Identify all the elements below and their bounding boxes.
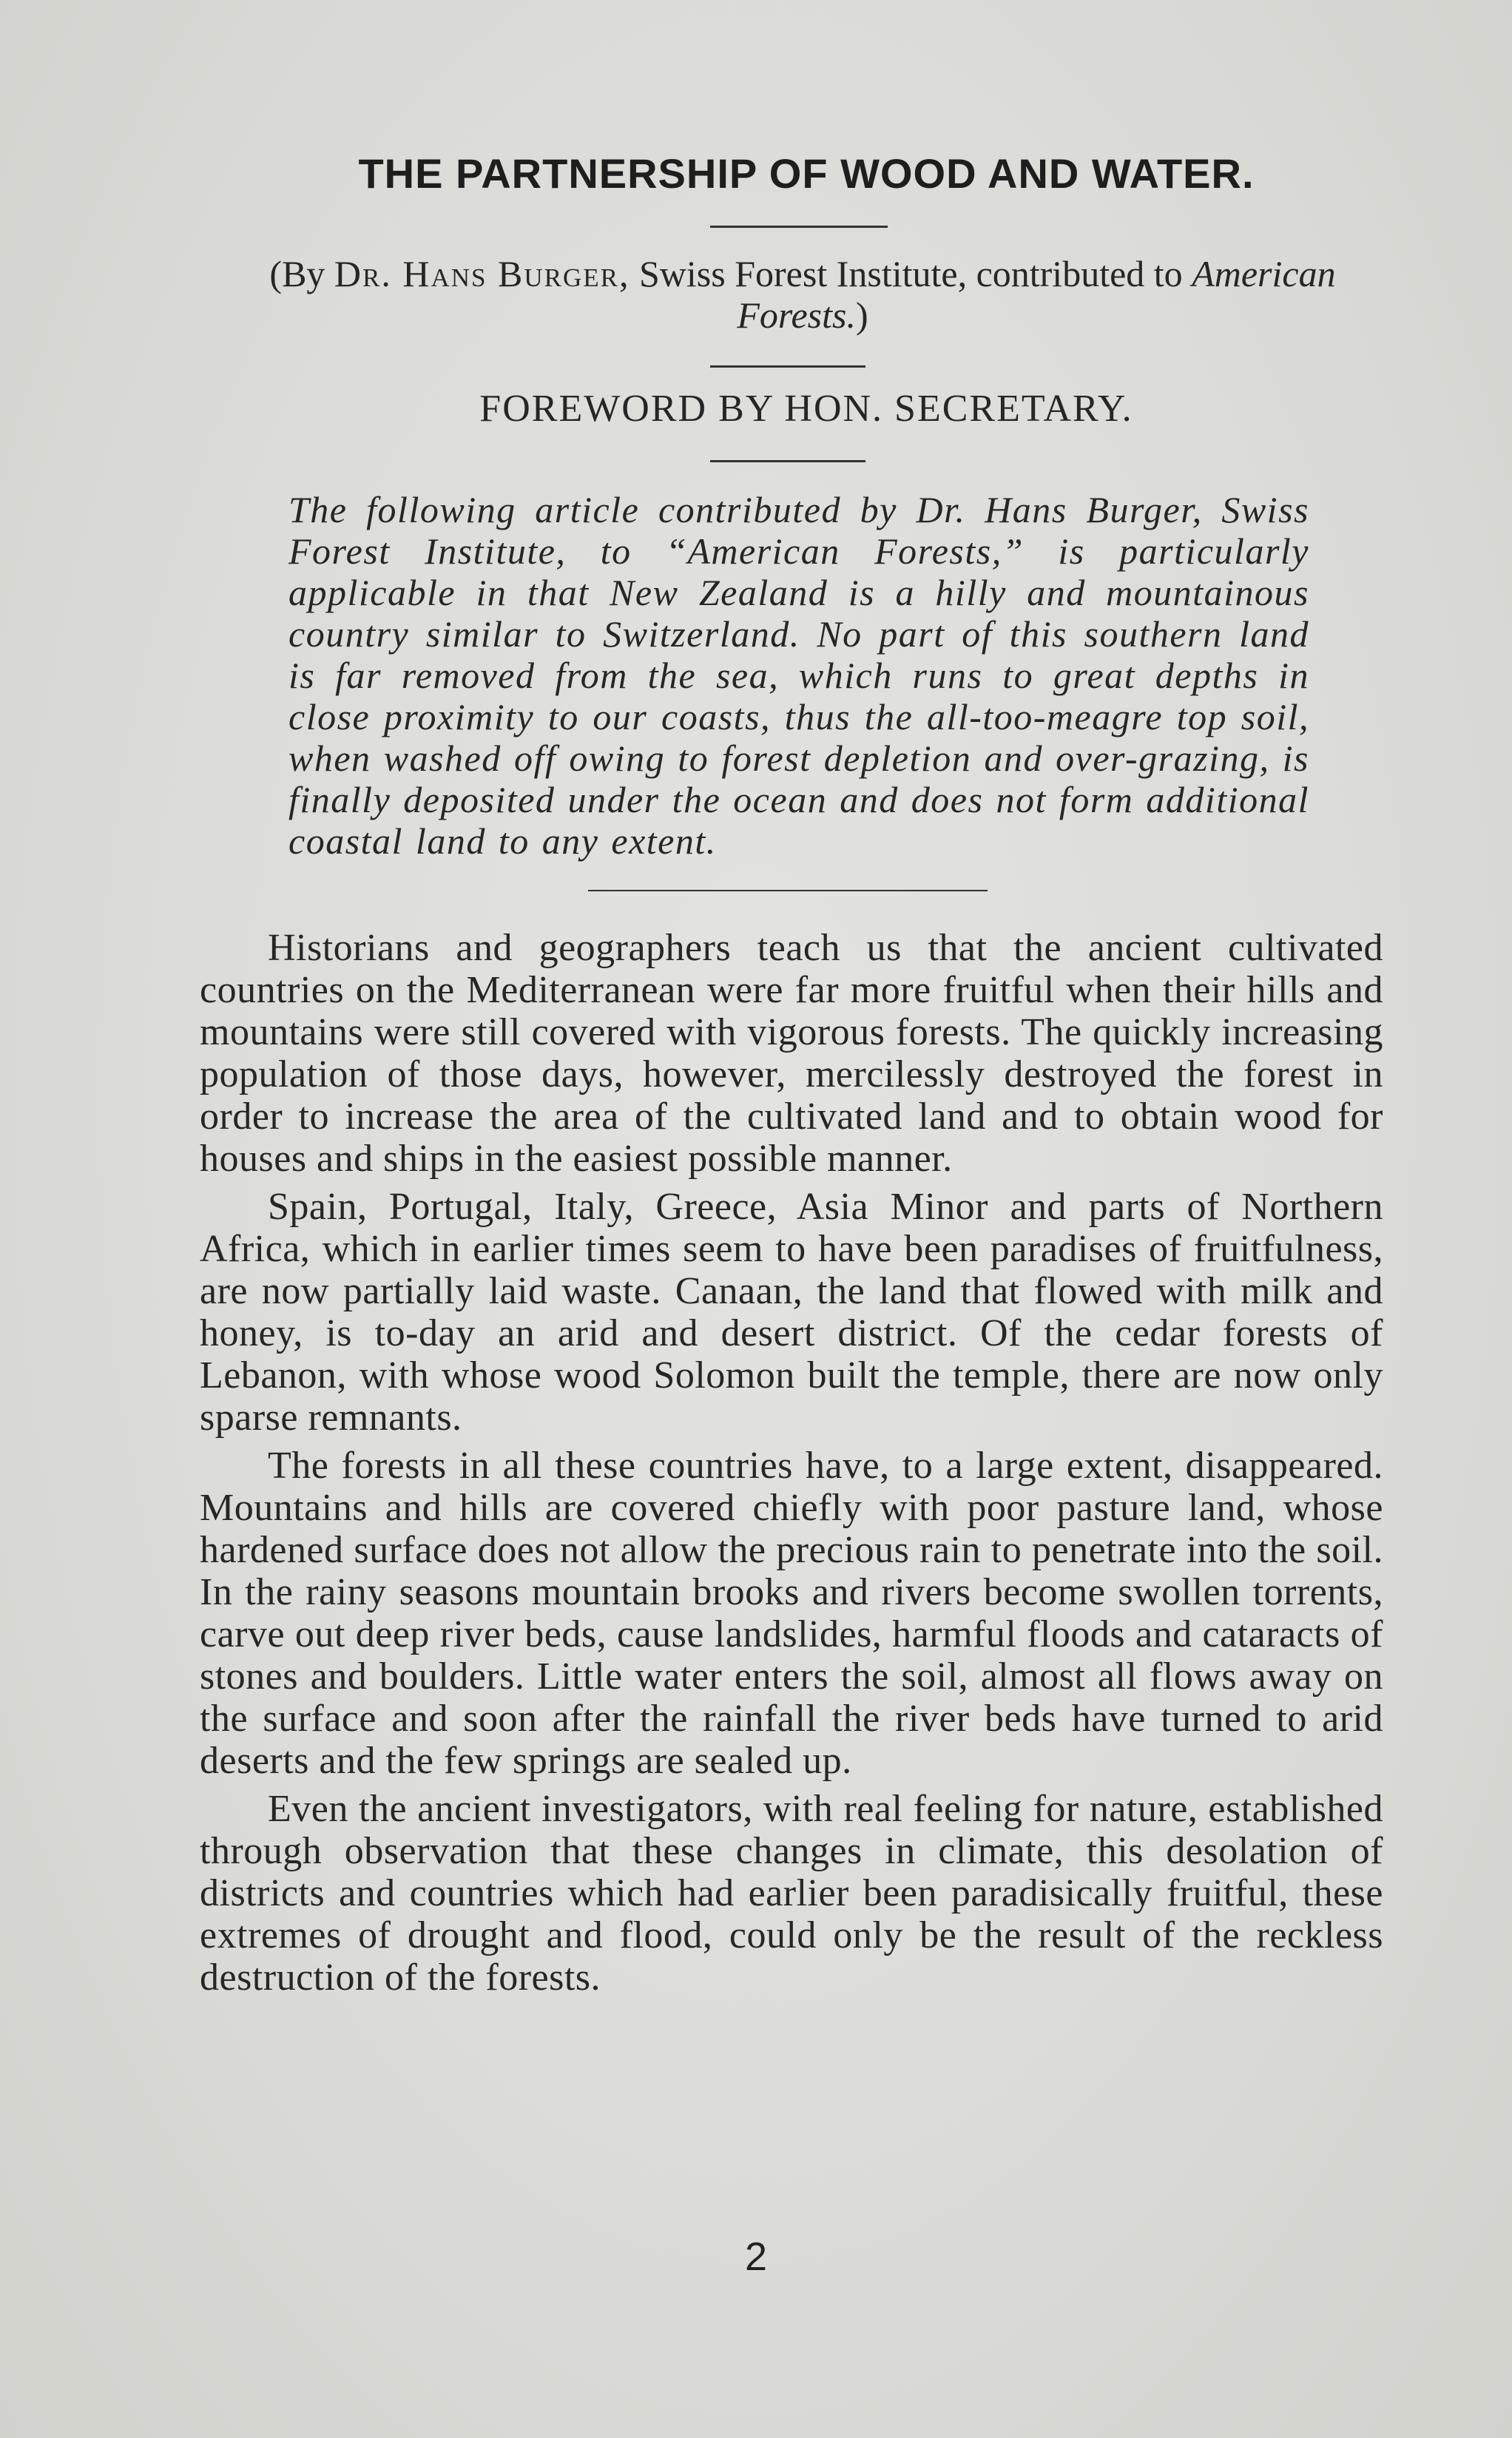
body-paragraph: Historians and geographers teach us that the ancient cultivated countries on the Mediterranean were far more fruitful when their hills and mountains were still covered with vigorous forests. The quickly increasing population of those days, however, mercilessly destroyed the forest in order to increase the area of the cultivated land and to obtain wood for houses and ships in the easiest possible manner. xyxy=(200,927,1383,1180)
divider-rule xyxy=(710,460,865,462)
byline-author: Dr. Hans Burger, xyxy=(334,253,630,294)
page-content xyxy=(200,141,1383,1999)
article-body xyxy=(200,927,1383,1999)
divider-rule xyxy=(588,890,988,891)
body-paragraph: The forests in all these countries have, to a large extent, disappeared. Mountains and hills are covered chiefly with poor pasture land, whose hardened surface does not allow the precious rain to penetrate into the soil. In the rainy seasons mountain brooks and rivers become swollen torrents, carve out deep river beds, cause landslides, harmful floods and cataracts of stones and boulders. Little water enters the soil, almost all flows away on the surface and soon after the rainfall the river beds have turned to arid deserts and the few springs are sealed up. xyxy=(200,1445,1383,1782)
body-paragraph: Spain, Portugal, Italy, Greece, Asia Minor and parts of Northern Africa, which in earlier times seem to have been paradises of fruitfulness, are now partially laid waste. Canaan, the land that flowed with milk and honey, is to-day an arid and desert district. Of the cedar forests of Lebanon, with whose wood Solomon built the temple, there are now only sparse remnants. xyxy=(200,1186,1383,1439)
page-number: 2 xyxy=(744,2235,768,2279)
body-paragraph: Even the ancient investigators, with real feeling for nature, established through observation that these changes in climate, this desolation of districts and countries which had earlier been paradisically fruitful, these extremes of drought and flood, could only be the result of the reckless destruction of the forests. xyxy=(200,1788,1383,1999)
foreword-heading: FOREWORD BY HON. SECRETARY. xyxy=(479,388,1133,430)
article-title: THE PARTNERSHIP OF WOOD AND WATER. xyxy=(358,150,1255,197)
foreword-text: The following article contributed by Dr. Hans Burger, Swiss Forest Institute, to “American Forests,” is particularly applicable in that New Zealand is a hilly and mountainous country similar to Switzerland. No part of this southern land is far removed from the sea, which runs to great depths in close proximity to our coasts, thus the all-too-meagre top soil, when washed off owing to forest depletion and over-grazing, is finally deposited under the ocean and does not form additional coastal land to any extent. xyxy=(288,489,1309,862)
byline-close: ) xyxy=(856,294,868,336)
byline xyxy=(222,253,1383,336)
byline-affiliation: Swiss Forest Institute, contributed to xyxy=(630,253,1192,294)
divider-rule xyxy=(710,226,888,228)
byline-publication: American Forests. xyxy=(737,253,1336,336)
divider-rule xyxy=(710,365,865,368)
byline-open: (By xyxy=(269,253,334,294)
